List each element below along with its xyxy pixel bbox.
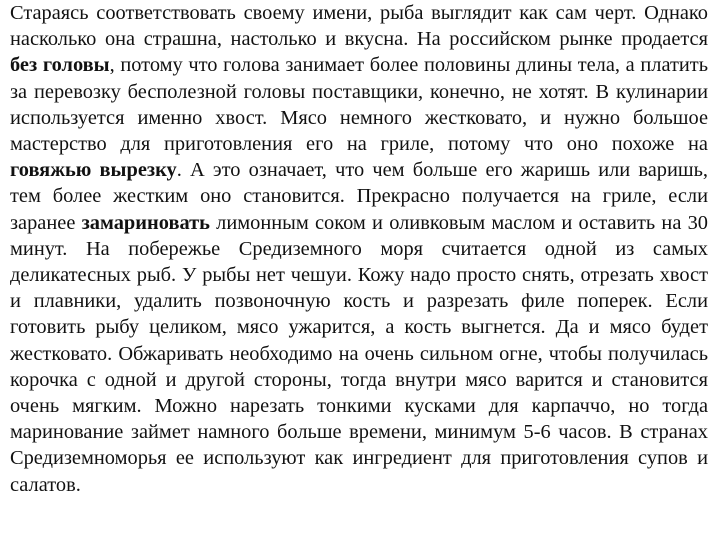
- bold-phrase-marinate: замариновать: [81, 211, 210, 234]
- body-paragraph: [10, 0, 708, 498]
- bold-phrase-without-head: без головы: [10, 54, 110, 77]
- bold-phrase-beef-tenderloin: говяжью вырезку: [10, 159, 177, 182]
- text-segment: Стараясь соответствовать своему имени, рыба выглядит как сам черт. Однако насколько она страшна, настолько и вкусна. На российском рынке продается: [10, 2, 708, 51]
- text-segment: . А это означает, что чем больше его жаришь или варишь, тем более жестким оно становится. Прекрасно получается на гриле, если заранее: [10, 159, 708, 234]
- text-segment: , потому что голова занимает более половины длины тела, а платить за перевозку бесполезной головы поставщики, конечно, не хотят. В кулинарии используется именно хвост. Мясо немного жестковато, и нужно большое мастерство для приготовления его на гриле, потому что оно похоже на: [10, 54, 708, 156]
- text-segment: лимонным соком и оливковым маслом и оставить на 30 минут. На побережье Средиземного моря считается одной из самых деликатесных рыб. У рыбы нет чешуи. Кожу надо просто снять, отрезать хвост и плавники, удалить позвоночную кость и разрезать филе поперек. Если готовить рыбу целиком, мясо ужарится, а кость выгнется. Да и мясо будет жестковато. Обжаривать необходимо на очень сильном огне, чтобы получилась корочка с одной и другой стороны, тогда внутри мясо варится и становится очень мягким. Можно нарезать тонкими кусками для карпаччо, но тогда маринование займет намного больше времени, минимум 5-6 часов. В странах Средиземноморья ее используют как ингредиент для приготовления супов и салатов.: [10, 211, 708, 496]
